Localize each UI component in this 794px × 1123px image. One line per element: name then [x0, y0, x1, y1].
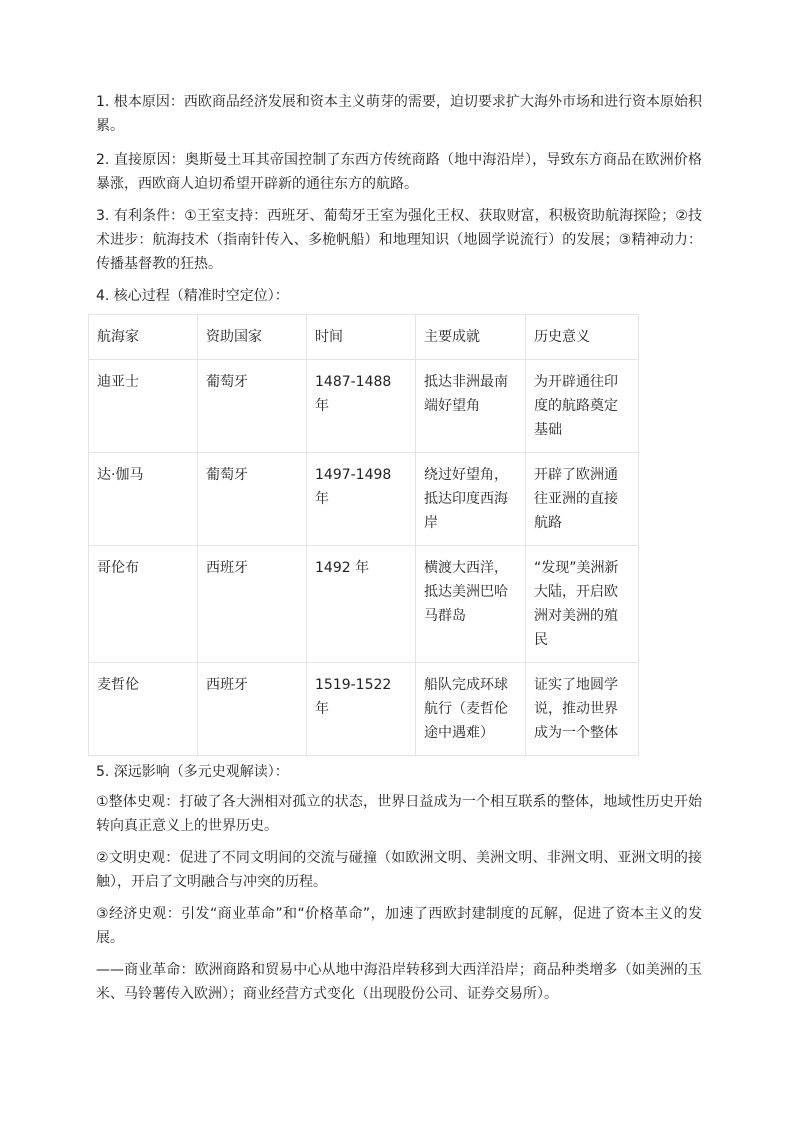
paragraph-favorable-conditions: 3. 有利条件：①王室支持：西班牙、葡萄牙王室为强化王权、获取财富，积极资助航海探险；②技术进步：航海技术（指南针传入、多桅帆船）和地理知识（地圆学说流行）的发展；③精神动力：传播基督教的狂热。 — [96, 208, 702, 272]
cell-significance: “发现”美洲新大陆，开启欧洲对美洲的殖民 — [526, 546, 639, 663]
paragraph-commercial-revolution: ——商业革命：欧洲商路和贸易中心从地中海沿岸转移到大西洋沿岸；商品种类增多（如美洲的玉米、马铃薯传入欧洲）；商业经营方式变化（出现股份公司、证券交易所）。 — [96, 962, 702, 1002]
table-row — [89, 663, 639, 756]
cell-significance: 开辟了欧洲通往亚洲的直接航路 — [526, 453, 639, 546]
header-achievement: 主要成就 — [416, 315, 526, 360]
cell-sponsor: 西班牙 — [198, 546, 307, 663]
header-sponsor: 资助国家 — [198, 315, 307, 360]
paragraph-impact-heading: 5. 深远影响（多元史观解读）： — [96, 764, 289, 780]
paragraph-holistic-view: ①整体史观：打破了各大洲相对孤立的状态，世界日益成为一个相互联系的整体，地域性历史开始转向真正意义上的世界历史。 — [96, 794, 702, 834]
header-time: 时间 — [307, 315, 416, 360]
cell-time: 1492 年 — [307, 546, 416, 663]
cell-time: 1487-1488 年 — [307, 360, 416, 453]
paragraph-economic-view: ③经济史观：引发“商业革命”和“价格革命”，加速了西欧封建制度的瓦解，促进了资本主义的发展。 — [96, 906, 702, 946]
cell-significance: 证实了地圆学说，推动世界成为一个整体 — [526, 663, 639, 756]
cell-navigator: 迪亚士 — [89, 360, 198, 453]
cell-sponsor: 葡萄牙 — [198, 360, 307, 453]
table-row — [89, 546, 639, 663]
cell-sponsor: 葡萄牙 — [198, 453, 307, 546]
cell-sponsor: 西班牙 — [198, 663, 307, 756]
cell-navigator: 达·伽马 — [89, 453, 198, 546]
cell-time: 1519-1522 年 — [307, 663, 416, 756]
cell-time: 1497-1498 年 — [307, 453, 416, 546]
header-significance: 历史意义 — [526, 315, 639, 360]
table-row — [89, 360, 639, 453]
paragraph-core-process-heading: 4. 核心过程（精准时空定位）： — [96, 288, 289, 304]
cell-navigator: 哥伦布 — [89, 546, 198, 663]
document-page — [96, 90, 702, 1014]
cell-achievement: 船队完成环球航行（麦哲伦途中遇难） — [416, 663, 526, 756]
table-header-row — [89, 315, 639, 360]
table-row — [89, 453, 639, 546]
cell-achievement: 抵达非洲最南端好望角 — [416, 360, 526, 453]
paragraph-civilization-view: ②文明史观：促进了不同文明间的交流与碰撞（如欧洲文明、美洲文明、非洲文明、亚洲文明的接触），开启了文明融合与冲突的历程。 — [96, 850, 702, 890]
cell-navigator: 麦哲伦 — [89, 663, 198, 756]
paragraph-direct-cause: 2. 直接原因：奥斯曼土耳其帝国控制了东西方传统商路（地中海沿岸），导致东方商品在欧洲价格暴涨，西欧商人迫切希望开辟新的通往东方的航路。 — [96, 152, 702, 192]
paragraph-root-cause: 1. 根本原因：西欧商品经济发展和资本主义萌芽的需要，迫切要求扩大海外市场和进行资本原始积累。 — [96, 94, 702, 134]
cell-significance: 为开辟通往印度的航路奠定基础 — [526, 360, 639, 453]
voyages-table — [88, 314, 639, 756]
cell-achievement: 绕过好望角，抵达印度西海岸 — [416, 453, 526, 546]
header-navigator: 航海家 — [89, 315, 198, 360]
cell-achievement: 横渡大西洋，抵达美洲巴哈马群岛 — [416, 546, 526, 663]
